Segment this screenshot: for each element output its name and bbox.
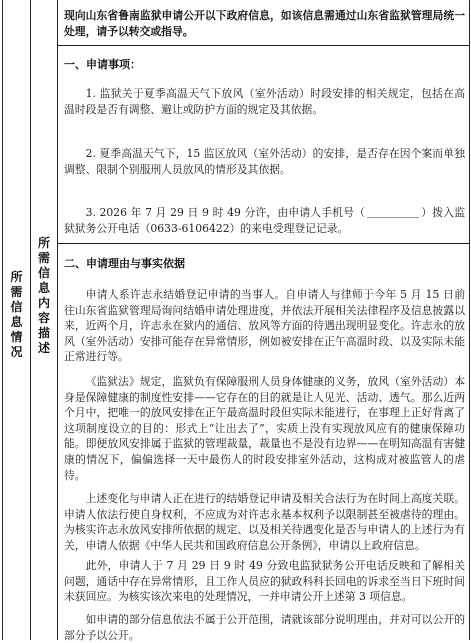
outer-label-char: 需 — [10, 285, 23, 299]
inner-label-char: 内 — [37, 296, 50, 310]
document-table — [2, 0, 470, 640]
inner-label-char: 容 — [37, 311, 50, 325]
reason-paragraph-3: 上述变化与申请人正在进行的结婚登记申请及相关合法行为在时间上高度关联。申请人依法行使自身权利，不应成为对许志永基本权利予以限制甚至被虐待的理由。为核实许志永放风安排所依据的规定、以及相关待遇变化是否与申请人的上述行为有关，申请人依据《中华人民共和国政府信息公开条例》，申请以上政府信息。 — [64, 492, 465, 552]
inner-label-char: 需 — [37, 251, 50, 265]
matter-item-1: 1. 监狱关于夏季高温天气下放风（室外活动）时段安排的相关规定，包括在高温时段是否有调整、避让或防护方面的规定及其依据。 — [64, 87, 465, 116]
inner-label-char: 述 — [37, 341, 50, 355]
outer-label-char: 信 — [10, 300, 23, 314]
reason-paragraph-2: 《监狱法》规定，监狱负有保障服刑人员身体健康的义务，放风（室外活动）本身是保障健康的制度性安排——它存在的目的就是让人见光、活动、透气。那么近两个月中，把唯一的放风安排在正午最高温时段但实际未能进行，在事理上正好背离了这项制度设立的目的：形式上“让出去了”，实质上没有实现放风应有的健康保障功能。即便放风安排属于监狱的管理裁量，裁量也不是没有边界——在明知高温有害健康的情况下，偏偏选择一天中最伤人的时段安排室外活动，这构成对被监管人的虐待。 — [64, 375, 465, 482]
reason-paragraph-1: 申请人系许志永结婚登记申请的当事人。自申请人与律师于今年 5 月 15 日前往山东省监狱管理局询问结婚申请处理进度，并依法开展相关法律程序及信息披露以来，近两个月，许志永在狱内的通信、放风等方面的待遇出现明显变化。许志永的放风（室外活动）安排可能存在异常情形，例如被安排在正午高温时段、以及实际未能正常进行等。 — [64, 288, 465, 364]
label-required-info-description — [31, 236, 57, 356]
matter-item-3 — [64, 205, 465, 236]
inner-label-char: 信 — [37, 266, 50, 280]
outer-label-char: 情 — [10, 330, 23, 344]
divider — [58, 45, 469, 46]
divider — [58, 243, 469, 244]
reasons-heading: 二、申请理由与事实依据 — [64, 257, 185, 270]
inner-label-column — [31, 0, 58, 640]
label-required-info-status — [3, 270, 30, 360]
outer-label-char: 息 — [10, 315, 23, 329]
outer-label-char: 况 — [10, 345, 23, 359]
matter-item-3-part-a: 3. 2026 年 7 月 29 日 9 时 49 分许，由申请人手机号（ — [85, 206, 366, 219]
inner-label-char: 所 — [37, 236, 50, 250]
reason-paragraph-4: 此外，申请人于 7 月 29 日 9 时 49 分致电监狱狱务公开电话反映和了解相关问题，通话中存在异常情形，且工作人员应的狱政科科长回电的诉求至当日下班时间未获回应。为核实该次来电的处理情况，一并申请公开上述第 3 项信息。 — [64, 559, 465, 604]
intro-paragraph: 现向山东省鲁南监狱申请公开以下政府信息，如该信息需通过山东省监狱管理局统一处理，请予以转交或指导。 — [64, 9, 465, 38]
content-column — [60, 0, 465, 640]
reason-paragraph-5: 如申请的部分信息依法不属于公开范围，请就该部分说明理由，并对可以公开的部分予以公开。 — [64, 613, 465, 642]
matters-heading: 一、申请事项： — [64, 58, 141, 71]
outer-label-char: 所 — [10, 270, 23, 284]
matter-item-2: 2. 夏季高温天气下，15 监区放风（室外活动）的安排，是否存在因个案而单独调整、限制个别服刑人员放风的情形及其依据。 — [64, 147, 465, 176]
inner-label-char: 息 — [37, 281, 50, 295]
inner-label-char: 描 — [37, 326, 50, 340]
matter-item-3-part-b: ）拨入监狱狱务公开电话（0633-6106422）的来电受理登记记录。 — [64, 206, 465, 235]
outer-label-column — [3, 0, 31, 640]
redacted-phone-number — [367, 208, 419, 218]
